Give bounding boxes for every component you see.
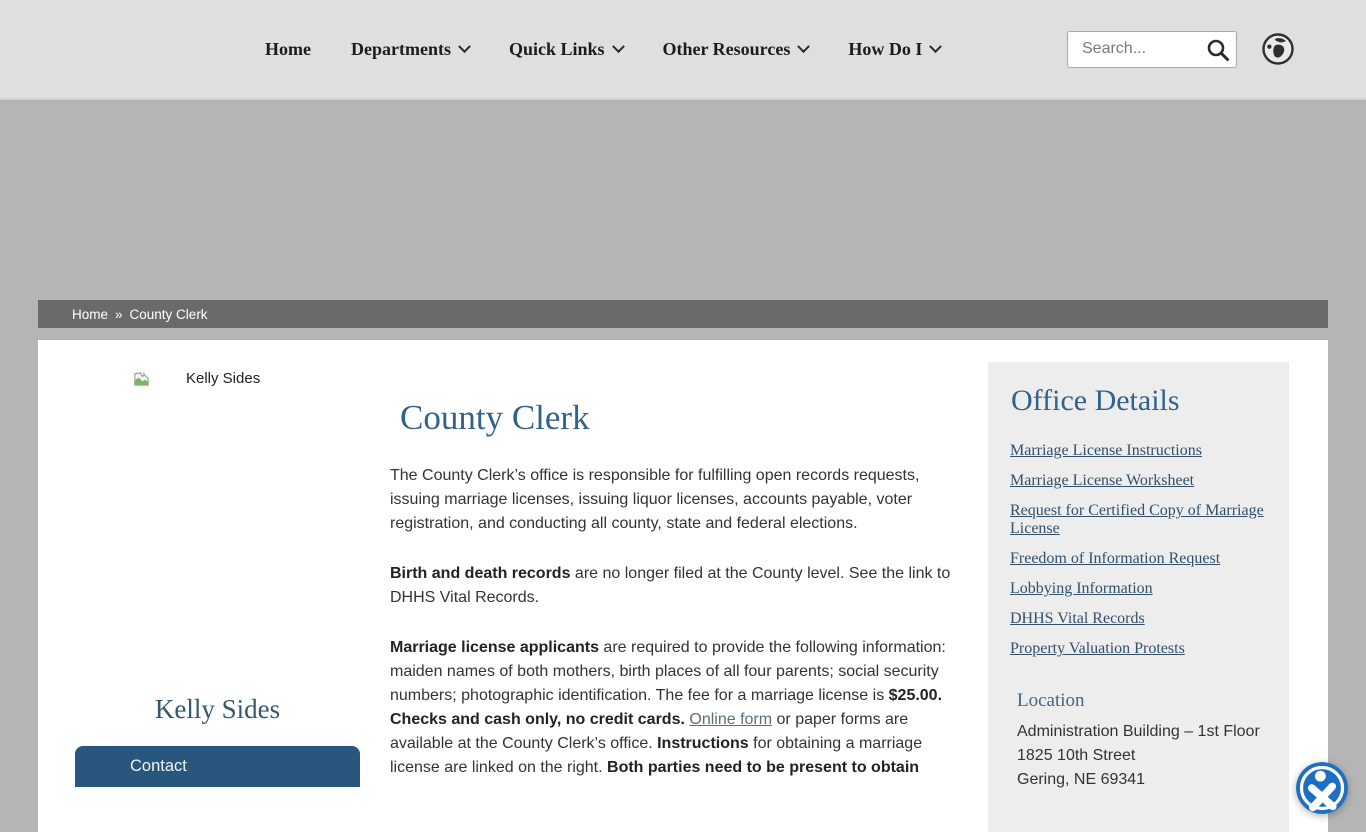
text-segment: The County Clerk’s office is responsible for fulfilling open records requests, issuing marriage licenses, issuing liquor licenses, accounts payable, voter registration, and conducting all county, state and federal elections. (390, 467, 920, 532)
sidebar-link-item (1010, 472, 1267, 490)
location-title: Location (1017, 690, 1085, 711)
text-segment-bold: Birth and death records (390, 565, 571, 582)
search-button[interactable] (1205, 37, 1231, 63)
paragraph-marriage-license (390, 636, 965, 780)
paragraph-birth-death (390, 562, 965, 610)
language-globe-button[interactable] (1262, 33, 1294, 65)
nav-item-label: Home (265, 38, 311, 59)
profile-name: Kelly Sides (154, 694, 281, 724)
content-area (38, 340, 1328, 832)
profile-image-alt-text: Kelly Sides (186, 370, 261, 387)
nav-item-label: How Do I (848, 38, 923, 59)
text-segment: or paper forms are available at the County Clerk’s office. (390, 711, 909, 752)
nav-item-home[interactable] (265, 39, 311, 60)
nav-item-other-resources[interactable] (663, 39, 809, 60)
search-icon (1205, 37, 1231, 63)
sidebar-title: Office Details (1011, 384, 1180, 417)
nav-item-departments[interactable] (351, 39, 469, 60)
office-details-sidebar (988, 362, 1289, 832)
freedom-of-information-link[interactable]: Freedom of Information Request (1010, 550, 1221, 567)
globe-icon (1262, 33, 1294, 65)
search-box (1067, 31, 1237, 68)
chevron-down-icon (458, 40, 471, 53)
chevron-down-icon (797, 40, 810, 53)
nav-item-how-do-i[interactable] (848, 39, 940, 60)
sidebar-link-item (1010, 610, 1267, 628)
text-segment-bold: Marriage license applicants (390, 639, 599, 656)
profile-column (75, 370, 360, 832)
accessibility-widget-button[interactable] (1295, 761, 1349, 815)
online-form-link[interactable]: Online form (689, 711, 773, 728)
sidebar-link-item (1010, 442, 1267, 460)
sidebar-link-item (1010, 502, 1267, 538)
broken-image-icon (133, 370, 150, 387)
dhhs-vital-records-link[interactable]: DHHS Vital Records (1010, 610, 1145, 627)
nav-item-label: Other Resources (662, 38, 791, 59)
main-column (390, 370, 965, 832)
address-line: Gering, NE 69341 (1017, 771, 1146, 788)
accessibility-person-icon (1295, 761, 1349, 815)
location-address (1010, 720, 1267, 792)
lobbying-information-link[interactable]: Lobbying Information (1010, 580, 1153, 597)
office-details-panel (988, 362, 1289, 832)
nav-item-label: Quick Links (508, 38, 605, 59)
sidebar-links-list (1010, 442, 1267, 658)
marriage-license-worksheet-link[interactable]: Marriage License Worksheet (1010, 472, 1195, 489)
address-line: Administration Building – 1st Floor (1017, 723, 1260, 740)
page-title: County Clerk (400, 398, 590, 437)
certified-copy-request-link[interactable]: Request for Certified Copy of Marriage License (1010, 502, 1264, 537)
nav-item-label: Departments (350, 38, 451, 59)
text-segment: are required to provide the following information: maiden names of both mothers, birth places of all four parents; social security numbers; photographic identification. The fee for a marriage license is (390, 639, 946, 704)
contact-button[interactable]: Contact (75, 746, 360, 787)
hero-band (0, 100, 1366, 300)
page-container (38, 300, 1328, 832)
text-segment: are no longer filed at the County level. See the link to DHHS Vital Records. (390, 565, 951, 606)
chevron-down-icon (929, 40, 942, 53)
text-segment: for obtaining a marriage license are linked on the right. (390, 735, 923, 776)
chevron-down-icon (612, 40, 625, 53)
breadcrumb-home-link[interactable]: Home (72, 306, 109, 322)
sidebar-link-item (1010, 580, 1267, 598)
sidebar-link-item (1010, 550, 1267, 568)
breadcrumb-separator: » (115, 306, 123, 322)
main-nav (265, 39, 940, 60)
property-valuation-protests-link[interactable]: Property Valuation Protests (1010, 640, 1185, 657)
text-segment-bold: Both parties need to be present to obtain (607, 759, 920, 776)
nav-item-quick-links[interactable] (509, 39, 623, 60)
breadcrumb-current: County Clerk (129, 306, 208, 322)
text-segment-bold: Instructions (657, 735, 749, 752)
profile-photo-area (75, 370, 360, 688)
address-line: 1825 10th Street (1017, 747, 1136, 764)
site-header (0, 0, 1366, 100)
sidebar-link-item (1010, 640, 1267, 658)
text-segment-bold: $25.00. Checks and cash only, no credit cards. (390, 687, 943, 728)
paragraph-intro (390, 464, 965, 536)
breadcrumb (38, 300, 1328, 328)
marriage-license-instructions-link[interactable]: Marriage License Instructions (1010, 442, 1202, 459)
